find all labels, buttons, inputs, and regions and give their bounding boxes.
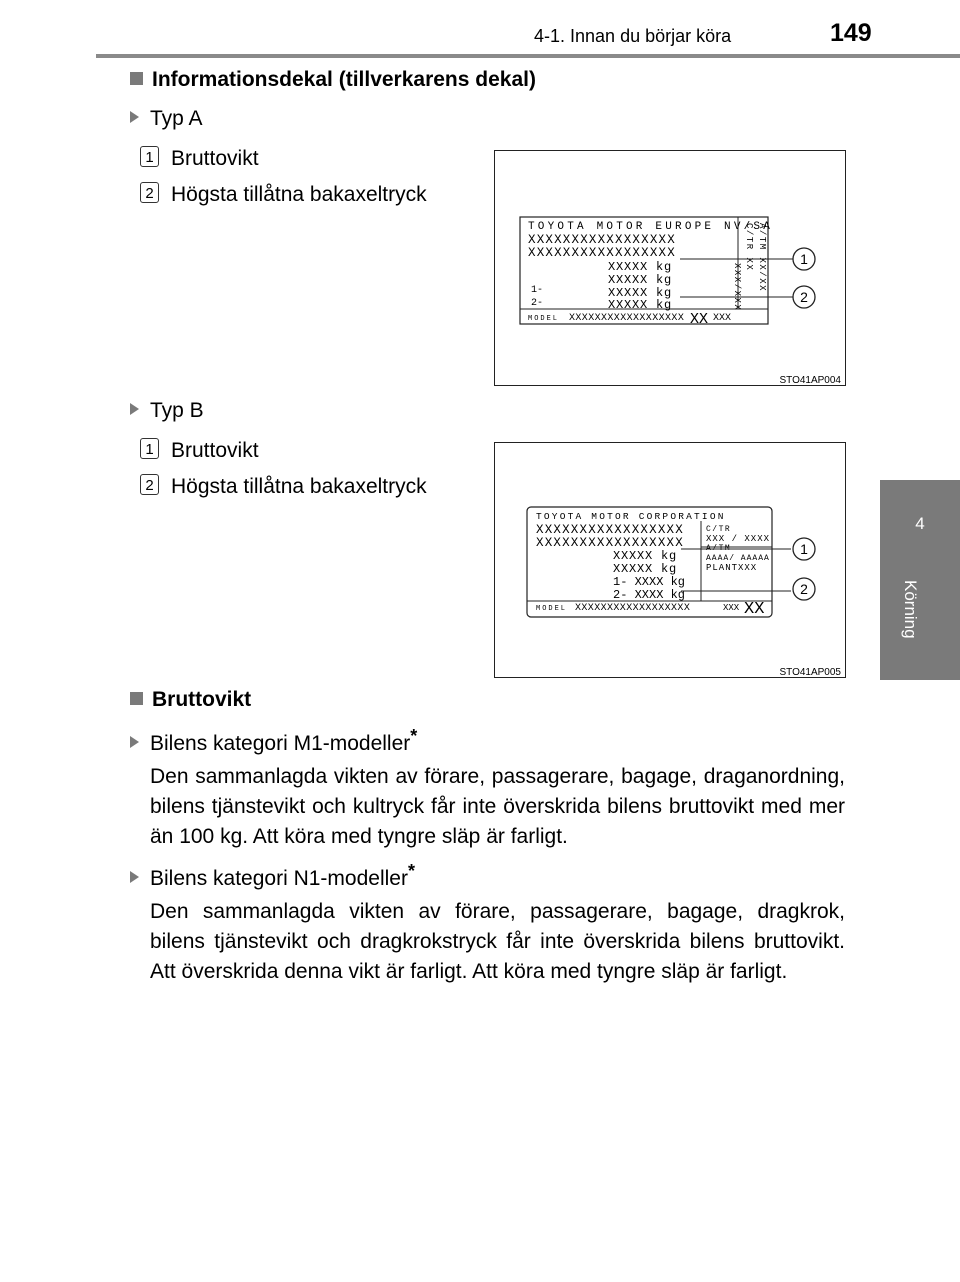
label-plant: PLANTXXX (706, 563, 758, 573)
callout-1: 1 (800, 541, 808, 557)
triangle-bullet-icon (130, 736, 139, 748)
paragraph-m1: Den sammanlagda vikten av förare, passagerare, bagage, draganordning, bilens tjänstevikt och kultryck får inte överskrida bilens bruttovikt med mer än 100 kg. Att köra med tyngre släp är farligt. (150, 765, 845, 848)
number-badge-icon: 2 (140, 182, 159, 203)
square-bullet-icon (130, 692, 143, 705)
label-weight-1: XXXXX kg (608, 260, 673, 274)
label-vin-2: XXXXXXXXXXXXXXXXX (528, 246, 676, 260)
label-ctr: C/TR (706, 525, 732, 534)
square-bullet-icon (130, 72, 143, 85)
bullet-type-b: Typ B (130, 399, 204, 423)
label-weight-3: XXXXX kg (608, 286, 673, 300)
label-side-col-3: XXX/XXX (732, 263, 742, 312)
figure-type-b (494, 442, 846, 678)
chapter-tab-number: 4 (915, 514, 925, 533)
label-model-label: MODEL (528, 315, 560, 323)
label-model-code: XX (690, 311, 709, 328)
triangle-bullet-icon (130, 403, 139, 415)
chapter-tab-label: Körning (901, 580, 920, 639)
running-header-section: 4-1. Innan du börjar köra (534, 26, 732, 46)
triangle-bullet-icon (130, 871, 139, 883)
label-axle-2: 2- (531, 298, 544, 309)
label-ctr-value: XXX / XXXX (706, 534, 771, 544)
chapter-tab (880, 480, 960, 680)
label-model-suffix: XXX (713, 313, 732, 324)
label-vin-2: XXXXXXXXXXXXXXXXX (536, 536, 684, 550)
label-model-value: XXXXXXXXXXXXXXXXXX (569, 313, 685, 324)
label-model-code: XX (744, 600, 765, 619)
figure-type-a (494, 150, 846, 386)
label-model-label: MODEL (536, 605, 568, 613)
type-b-item-2: 2 Högsta tillåtna bakaxeltryck (140, 474, 427, 499)
label-maker: TOYOTA MOTOR CORPORATION (536, 511, 726, 522)
type-a-item-2: 2 Högsta tillåtna bakaxeltryck (140, 182, 427, 207)
number-badge-icon: 1 (140, 146, 159, 167)
label-side-col-1: C/TR XX (744, 223, 754, 272)
label-model-suffix: XXX (723, 603, 740, 613)
footnote-mark: * (410, 726, 418, 746)
label-weight-2: XXXXX kg (608, 273, 673, 287)
paragraph-n1: Den sammanlagda vikten av förare, passagerare, bagage, dragkrok, bilens tjänstevikt och dragkrokstryck får inte överskrida bilens bruttovikt. Att överskrida denna vikt är farligt. Att köra med tyngre släp är farligt. (150, 900, 845, 983)
number-badge-icon: 2 (140, 474, 159, 495)
triangle-bullet-icon (130, 111, 139, 123)
label-weight-2: XXXXX kg (613, 562, 678, 576)
section-heading-info-label: Informationsdekal (tillverkarens dekal) (130, 68, 536, 92)
bullet-type-a: Typ A (130, 107, 203, 131)
label-side-col-2: A/TM XX/XX (757, 223, 767, 293)
label-weight-1: XXXXX kg (613, 549, 678, 563)
callout-2: 2 (800, 289, 808, 305)
label-weight-4: XXXXX kg (608, 298, 673, 312)
label-maker: TOYOTA MOTOR EUROPE NV/SA (528, 221, 774, 233)
bullet-m1: Bilens kategori M1-modeller* (130, 726, 417, 756)
footnote-mark: * (407, 861, 415, 881)
section-heading-gross-weight: Bruttovikt (130, 688, 251, 712)
figure-code: STO41AP005 (779, 667, 841, 678)
type-b-item-1: 1 Bruttovikt (140, 438, 259, 463)
label-atm: A/TM (706, 544, 732, 553)
callout-1: 1 (800, 251, 808, 267)
label-vin-1: XXXXXXXXXXXXXXXXX (528, 233, 676, 247)
label-weight-4: 2- XXXX kg (613, 588, 686, 602)
label-aaaa: AAAA/ AAAAA (706, 554, 770, 563)
header-rule (96, 54, 960, 58)
page-number: 149 (830, 19, 872, 47)
callout-2: 2 (800, 581, 808, 597)
label-weight-3: 1- XXXX kg (613, 575, 686, 589)
bullet-n1: Bilens kategori N1-modeller* (130, 861, 415, 891)
figure-code: STO41AP004 (779, 375, 841, 386)
label-model-value: XXXXXXXXXXXXXXXXXX (575, 603, 691, 614)
label-vin-1: XXXXXXXXXXXXXXXXX (536, 523, 684, 537)
number-badge-icon: 1 (140, 438, 159, 459)
label-axle-1: 1- (531, 285, 544, 296)
type-a-item-1: 1 Bruttovikt (140, 146, 259, 171)
